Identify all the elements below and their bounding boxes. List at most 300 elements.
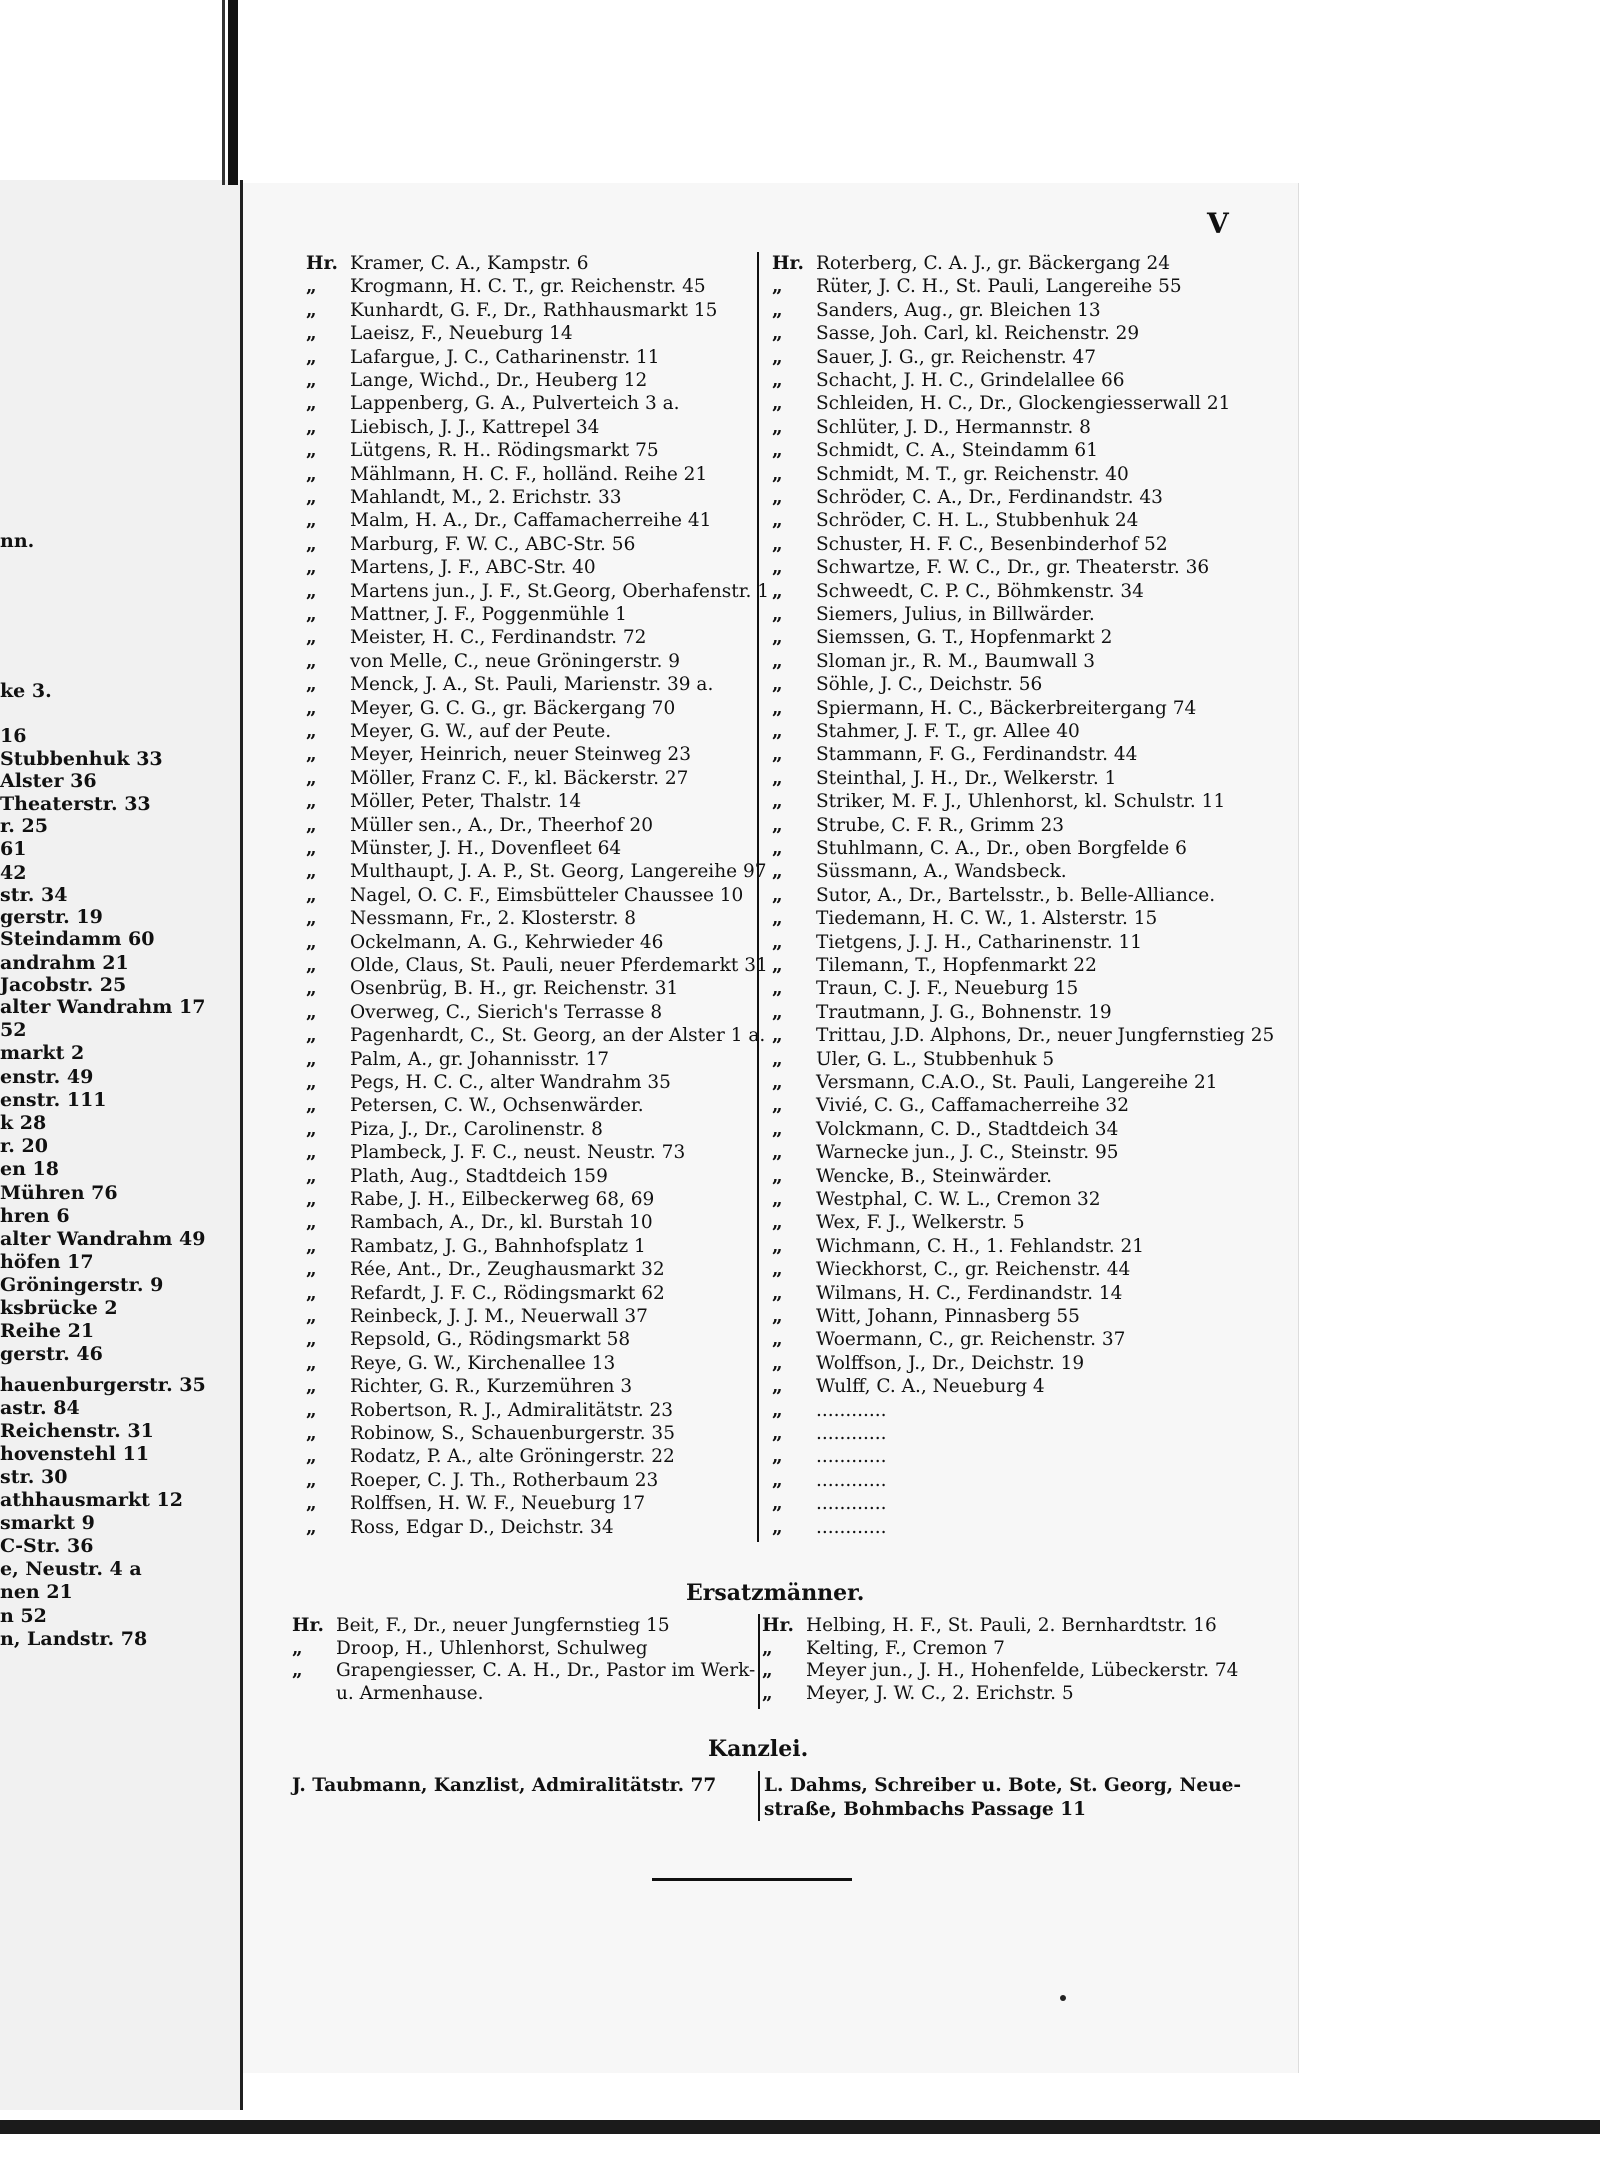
entry-text: Liebisch, J. J., Kattrepel 34 <box>350 416 600 438</box>
entry-text: Schmidt, C. A., Steindamm 61 <box>816 440 1098 462</box>
entry-prefix: „ <box>772 1025 783 1047</box>
left-column-entry <box>306 1282 665 1305</box>
entry-text: Woermann, C., gr. Reichenstr. 37 <box>816 1329 1126 1351</box>
entry-prefix: „ <box>772 604 783 625</box>
entry-prefix: „ <box>772 299 783 321</box>
left-column-entry <box>306 977 678 1000</box>
entry-prefix: „ <box>306 767 317 789</box>
right-column-entry <box>772 1422 887 1445</box>
entry-text: ............ <box>816 1469 887 1491</box>
entry-prefix: „ <box>306 674 317 696</box>
entry-prefix: „ <box>306 1235 317 1257</box>
page-number: V <box>1207 207 1229 240</box>
previous-page-fragment: str. 30 <box>0 1466 68 1488</box>
entry-text: Repsold, G., Rödingsmarkt 58 <box>350 1329 631 1351</box>
entry-prefix: „ <box>772 1446 783 1468</box>
entry-text: Wilmans, H. C., Ferdinandstr. 14 <box>816 1282 1123 1304</box>
entry-text: Meyer jun., J. H., Hohenfelde, Lübeckerstr. 74 <box>806 1660 1239 1681</box>
entry-text: Möller, Franz C. F., kl. Bäckerstr. 27 <box>350 767 689 789</box>
previous-page-fragment: enstr. 111 <box>0 1089 107 1111</box>
left-column-entry <box>306 1235 646 1258</box>
right-column-entry <box>772 1445 887 1468</box>
ersatz-left-entry <box>292 1614 670 1637</box>
entry-text: Kramer, C. A., Kampstr. 6 <box>350 253 589 274</box>
entry-text: Siemssen, G. T., Hopfenmarkt 2 <box>816 627 1113 649</box>
entry-text: Plambeck, J. F. C., neust. Neustr. 73 <box>350 1142 686 1164</box>
entry-text: Rée, Ant., Dr., Zeughausmarkt 32 <box>350 1259 665 1281</box>
entry-prefix: „ <box>772 463 783 485</box>
entry-text: Lange, Wichd., Dr., Heuberg 12 <box>350 370 648 391</box>
kanzlei-heading: Kanzlei. <box>708 1736 809 1762</box>
left-column-entry <box>306 650 680 673</box>
entry-text: Nessmann, Fr., 2. Klosterstr. 8 <box>350 908 636 930</box>
previous-page-fragment: ke 3. <box>0 680 52 702</box>
entry-prefix: „ <box>306 510 317 532</box>
left-column-entry <box>306 463 707 486</box>
previous-page-strip <box>0 180 243 2110</box>
previous-page-fragment: nen 21 <box>0 1581 73 1603</box>
right-column-entry <box>772 1305 1080 1328</box>
entry-prefix: „ <box>306 1025 317 1047</box>
gutter-shadow <box>228 0 238 185</box>
ersatz-left-entry <box>292 1659 755 1682</box>
left-column-entry <box>306 1399 673 1422</box>
entry-prefix: „ <box>772 861 783 883</box>
entry-prefix: „ <box>306 1399 317 1421</box>
entry-prefix: „ <box>306 416 317 438</box>
entry-text: Tilemann, T., Hopfenmarkt 22 <box>816 955 1097 976</box>
right-column-entry <box>772 486 1163 509</box>
entry-prefix: „ <box>306 487 317 508</box>
entry-prefix: „ <box>306 346 317 368</box>
entry-text: Robinow, S., Schauenburgerstr. 35 <box>350 1423 675 1444</box>
entry-text: Stuhlmann, C. A., Dr., oben Borgfelde 6 <box>816 838 1187 859</box>
right-column-entry <box>772 580 1144 603</box>
entry-prefix: „ <box>772 533 783 555</box>
entry-prefix: „ <box>772 1306 783 1327</box>
right-column-entry <box>772 1469 887 1492</box>
left-column-entry <box>306 1188 654 1211</box>
left-column-entry <box>306 252 589 275</box>
previous-page-fragment: andrahm 21 <box>0 952 129 974</box>
previous-page-fragment: Theaterstr. 33 <box>0 793 151 815</box>
entry-text: ............ <box>816 1423 887 1444</box>
left-column-entry <box>306 486 621 509</box>
entry-text: Mählmann, H. C. F., holländ. Reihe 21 <box>350 463 708 485</box>
right-column-entry <box>772 1258 1130 1281</box>
entry-text: Grapengiesser, C. A. H., Dr., Pastor im Werk- <box>336 1660 756 1681</box>
entry-text: Sloman jr., R. M., Baumwall 3 <box>816 650 1095 672</box>
entry-prefix: „ <box>772 1048 783 1070</box>
entry-text: Beit, F., Dr., neuer Jungfernstieg 15 <box>336 1615 670 1636</box>
entry-prefix: „ <box>772 1423 783 1444</box>
entry-text: Steinthal, J. H., Dr., Welkerstr. 1 <box>816 767 1117 789</box>
entry-text: Trittau, J.D. Alphons, Dr., neuer Jungfernstieg 25 <box>816 1025 1275 1047</box>
left-column-entry <box>306 1048 609 1071</box>
entry-text: Kunhardt, G. F., Dr., Rathhausmarkt 15 <box>350 299 718 321</box>
previous-page-fragment: Steindamm 60 <box>0 928 155 950</box>
entry-text: Krogmann, H. C. T., gr. Reichenstr. 45 <box>350 276 706 298</box>
entry-text: Schacht, J. H. C., Grindelallee 66 <box>816 370 1125 391</box>
entry-prefix: „ <box>306 580 317 602</box>
entry-prefix: „ <box>306 955 317 976</box>
entry-text: Petersen, C. W., Ochsenwärder. <box>350 1095 644 1117</box>
left-column-entry <box>306 884 743 907</box>
entry-prefix: „ <box>306 1282 317 1304</box>
right-column-entry <box>772 1516 887 1539</box>
entry-prefix: „ <box>772 1329 783 1351</box>
entry-prefix: „ <box>306 721 317 742</box>
entry-prefix: „ <box>772 1516 783 1538</box>
right-column-entry <box>772 837 1187 860</box>
left-column-entry <box>306 1165 608 1188</box>
entry-text: Droop, H., Uhlenhorst, Schulweg <box>336 1637 648 1659</box>
left-column-entry <box>306 1094 644 1117</box>
entry-prefix: „ <box>772 1142 783 1164</box>
entry-text: ............ <box>816 1399 887 1421</box>
right-column-entry <box>772 299 1101 322</box>
entry-text: Martens jun., J. F., St.Georg, Oberhafenstr. 1 <box>350 580 770 602</box>
left-column-entry <box>306 743 691 766</box>
kanzlei-divider <box>758 1771 760 1821</box>
entry-text: Schuster, H. F. C., Besenbinderhof 52 <box>816 533 1168 555</box>
entry-prefix: „ <box>772 908 783 930</box>
previous-page-fragment: astr. 84 <box>0 1397 80 1419</box>
right-column-entry <box>772 1048 1054 1071</box>
entry-text: Helbing, H. F., St. Pauli, 2. Bernhardtstr. 16 <box>806 1615 1217 1636</box>
right-column-entry <box>772 533 1168 556</box>
left-column-entry <box>306 1141 685 1164</box>
entry-text: Söhle, J. C., Deichstr. 56 <box>816 674 1043 696</box>
entry-prefix: „ <box>772 323 783 345</box>
previous-page-fragment: Mühren 76 <box>0 1182 118 1204</box>
entry-text: Schröder, C. A., Dr., Ferdinandstr. 43 <box>816 487 1163 508</box>
entry-prefix: „ <box>772 767 783 789</box>
entry-text: Ockelmann, A. G., Kehrwieder 46 <box>350 931 664 953</box>
entry-prefix: „ <box>306 1095 317 1117</box>
left-column-entry <box>306 1516 614 1539</box>
entry-text: Menck, J. A., St. Pauli, Marienstr. 39 a. <box>350 674 714 696</box>
previous-page-fragment: r. 20 <box>0 1135 48 1157</box>
previous-page-fragment: Stubbenhuk 33 <box>0 748 163 770</box>
previous-page-fragment: e, Neustr. 4 a <box>0 1558 142 1580</box>
right-column-entry <box>772 463 1129 486</box>
entry-text: Malm, H. A., Dr., Caffamacherreihe 41 <box>350 510 712 532</box>
right-column-entry <box>772 697 1196 720</box>
entry-prefix: „ <box>772 931 783 953</box>
previous-page-fragment: athhausmarkt 12 <box>0 1489 183 1511</box>
left-column-entry <box>306 1071 671 1094</box>
entry-prefix: „ <box>772 674 783 696</box>
entry-prefix: „ <box>772 791 783 813</box>
left-column-entry <box>306 603 627 626</box>
entry-text: Schweedt, C. P. C., Böhmkenstr. 34 <box>816 580 1144 602</box>
entry-text: Rolffsen, H. W. F., Neueburg 17 <box>350 1493 646 1515</box>
entry-prefix: „ <box>306 1306 317 1327</box>
entry-text: Wulff, C. A., Neueburg 4 <box>816 1376 1045 1398</box>
previous-page-fragment: enstr. 49 <box>0 1066 94 1088</box>
right-column-entry <box>772 392 1230 415</box>
right-column-entry <box>772 252 1170 275</box>
entry-text: Meyer, Heinrich, neuer Steinweg 23 <box>350 744 691 766</box>
previous-page-fragment: markt 2 <box>0 1042 85 1064</box>
entry-text: Versmann, C.A.O., St. Pauli, Langereihe 21 <box>816 1072 1218 1093</box>
entry-text: Siemers, Julius, in Billwärder. <box>816 604 1095 625</box>
entry-prefix: „ <box>772 416 783 438</box>
right-column-entry <box>772 1352 1084 1375</box>
left-column-entry <box>306 673 713 696</box>
left-column-entry <box>306 626 646 649</box>
entry-prefix: „ <box>306 1259 317 1281</box>
entry-text: Marburg, F. W. C., ABC-Str. 56 <box>350 533 636 555</box>
entry-prefix: „ <box>772 276 783 298</box>
previous-page-fragment: 52 <box>0 1019 27 1041</box>
entry-text: Sutor, A., Dr., Bartelsstr., b. Belle-Alliance. <box>816 884 1216 906</box>
entry-prefix: „ <box>772 1212 783 1234</box>
left-column-entry <box>306 346 660 369</box>
entry-prefix: „ <box>306 370 317 391</box>
entry-prefix: „ <box>306 299 317 321</box>
entry-text: Witt, Johann, Pinnasberg 55 <box>816 1306 1080 1327</box>
right-column-entry <box>772 275 1182 298</box>
entry-text: Tietgens, J. J. H., Catharinenstr. 11 <box>816 931 1142 953</box>
entry-prefix: „ <box>772 1235 783 1257</box>
entry-prefix: „ <box>772 1072 783 1093</box>
entry-text: Rüter, J. C. H., St. Pauli, Langereihe 55 <box>816 276 1182 298</box>
right-column-entry <box>772 931 1142 954</box>
left-column-entry <box>306 1469 658 1492</box>
entry-prefix: „ <box>772 1001 783 1023</box>
entry-text: Striker, M. F. J., Uhlenhorst, kl. Schulstr. 11 <box>816 791 1226 813</box>
entry-text: Reinbeck, J. J. M., Neuerwall 37 <box>350 1306 648 1327</box>
right-column-entry <box>772 1211 1025 1234</box>
previous-page-fragment: gerstr. 46 <box>0 1343 103 1365</box>
entry-prefix: „ <box>772 1352 783 1374</box>
entry-text: Wichmann, C. H., 1. Fehlandstr. 21 <box>816 1235 1145 1257</box>
right-column-entry <box>772 1071 1218 1094</box>
left-column-entry <box>306 954 768 977</box>
entry-text: Traun, C. J. F., Neueburg 15 <box>816 978 1079 1000</box>
entry-prefix: „ <box>772 487 783 508</box>
entry-prefix: „ <box>762 1660 773 1681</box>
entry-prefix: „ <box>306 627 317 649</box>
entry-text: Wencke, B., Steinwärder. <box>816 1165 1052 1187</box>
right-column-entry <box>772 1094 1129 1117</box>
right-column-entry <box>772 509 1138 532</box>
right-column-entry <box>772 346 1096 369</box>
left-column-entry <box>306 1001 662 1024</box>
entry-text: Schröder, C. H. L., Stubbenhuk 24 <box>816 510 1139 532</box>
previous-page-fragment: hovenstehl 11 <box>0 1443 150 1465</box>
right-column-entry <box>772 1118 1118 1141</box>
entry-text: Laeisz, F., Neueburg 14 <box>350 323 573 345</box>
entry-prefix: „ <box>306 323 317 345</box>
entry-prefix: „ <box>306 1493 317 1515</box>
entry-prefix: „ <box>306 1189 317 1210</box>
entry-text: Meyer, J. W. C., 2. Erichstr. 5 <box>806 1682 1074 1704</box>
right-column-entry <box>772 1024 1274 1047</box>
entry-text: Roeper, C. J. Th., Rotherbaum 23 <box>350 1469 659 1491</box>
right-column-entry <box>772 954 1097 977</box>
right-column-entry <box>772 814 1064 837</box>
entry-text: Stahmer, J. F. T., gr. Allee 40 <box>816 721 1080 742</box>
entry-text: Palm, A., gr. Johannisstr. 17 <box>350 1048 610 1070</box>
entry-text: Richter, G. R., Kurzemühren 3 <box>350 1376 633 1398</box>
entry-prefix: „ <box>772 580 783 602</box>
entry-text: Müller sen., A., Dr., Theerhof 20 <box>350 814 653 836</box>
entry-text: Meister, H. C., Ferdinandstr. 72 <box>350 627 647 649</box>
entry-prefix: „ <box>772 978 783 1000</box>
entry-text: Rabe, J. H., Eilbeckerweg 68, 69 <box>350 1189 655 1210</box>
left-column-entry <box>306 697 675 720</box>
left-column-entry <box>306 533 635 556</box>
left-column-entry <box>306 907 636 930</box>
right-column-entry <box>772 720 1080 743</box>
ink-dot <box>1060 1995 1066 2001</box>
previous-page-fragment: r. 25 <box>0 815 48 837</box>
scan-bottom-border <box>0 2120 1600 2134</box>
entry-prefix: „ <box>306 1048 317 1070</box>
entry-prefix: „ <box>306 1376 317 1398</box>
entry-text: Wieckhorst, C., gr. Reichenstr. 44 <box>816 1259 1131 1281</box>
left-column-entry <box>306 1328 630 1351</box>
right-column-entry <box>772 1188 1101 1211</box>
right-column-entry <box>772 977 1078 1000</box>
entry-text: Martens, J. F., ABC-Str. 40 <box>350 557 596 579</box>
entry-prefix: „ <box>772 510 783 532</box>
entry-prefix: „ <box>306 1423 317 1444</box>
entry-text: Lütgens, R. H.. Rödingsmarkt 75 <box>350 440 659 462</box>
entry-prefix: „ <box>772 1165 783 1187</box>
entry-prefix: „ <box>306 1212 317 1234</box>
entry-prefix: „ <box>306 1118 317 1140</box>
entry-text: Schleiden, H. C., Dr., Glockengiesserwall 21 <box>816 393 1231 415</box>
right-column-entry <box>772 626 1112 649</box>
entry-prefix: „ <box>762 1637 773 1659</box>
entry-text: ............ <box>816 1446 887 1468</box>
previous-page-fragment: 61 <box>0 838 27 860</box>
right-column-entry <box>772 790 1225 813</box>
entry-prefix: „ <box>762 1682 773 1704</box>
previous-page-fragment: nn. <box>0 530 35 552</box>
ersatz-heading: Ersatzmänner. <box>686 1580 865 1606</box>
entry-prefix: „ <box>772 1118 783 1140</box>
previous-page-fragment: alter Wandrahm 49 <box>0 1228 206 1250</box>
entry-text: Uler, G. L., Stubbenhuk 5 <box>816 1048 1055 1070</box>
entry-prefix: „ <box>772 744 783 766</box>
previous-page-fragment: alter Wandrahm 17 <box>0 996 206 1018</box>
entry-text: Sasse, Joh. Carl, kl. Reichenstr. 29 <box>816 323 1140 345</box>
entry-prefix: „ <box>306 276 317 298</box>
entry-text: Schwartze, F. W. C., Dr., gr. Theaterstr. 36 <box>816 557 1210 579</box>
entry-prefix: „ <box>306 557 317 579</box>
previous-page-fragment: k 28 <box>0 1112 47 1134</box>
entry-prefix: Hr. <box>306 253 338 274</box>
entry-prefix: „ <box>772 1189 783 1210</box>
previous-page-fragment: Jacobstr. 25 <box>0 974 127 996</box>
entry-prefix: „ <box>772 557 783 579</box>
entry-text: Trautmann, J. G., Bohnenstr. 19 <box>816 1001 1112 1023</box>
previous-page-fragment: en 18 <box>0 1158 59 1180</box>
left-column-entry <box>306 1492 645 1515</box>
entry-text: Wex, F. J., Welkerstr. 5 <box>816 1212 1025 1234</box>
left-column-entry <box>306 1352 615 1375</box>
entry-prefix: „ <box>772 1095 783 1117</box>
entry-prefix: „ <box>772 697 783 719</box>
right-column-entry <box>772 1141 1119 1164</box>
right-column-entry <box>772 673 1042 696</box>
entry-prefix: „ <box>292 1637 303 1659</box>
entry-text: Mahlandt, M., 2. Erichstr. 33 <box>350 487 622 508</box>
column-divider <box>757 252 759 1542</box>
right-column-entry <box>772 650 1095 673</box>
entry-text: Volckmann, C. D., Stadtdeich 34 <box>816 1118 1119 1140</box>
entry-text: ............ <box>816 1493 887 1515</box>
left-column-entry <box>306 275 706 298</box>
entry-text: Roterberg, C. A. J., gr. Bäckergang 24 <box>816 253 1170 274</box>
right-column-entry <box>772 1399 887 1422</box>
entry-text: Stammann, F. G., Ferdinandstr. 44 <box>816 744 1138 766</box>
entry-prefix: „ <box>292 1660 303 1681</box>
entry-prefix: „ <box>306 744 317 766</box>
entry-text: u. Armenhause. <box>336 1682 484 1704</box>
left-column-entry <box>306 322 573 345</box>
previous-page-fragment: hauenburgerstr. 35 <box>0 1374 206 1396</box>
entry-prefix: „ <box>772 1399 783 1421</box>
previous-page-fragment: hren 6 <box>0 1205 70 1227</box>
entry-prefix: „ <box>772 346 783 368</box>
entry-prefix: „ <box>306 884 317 906</box>
left-column-entry <box>306 790 581 813</box>
entry-prefix: „ <box>306 931 317 953</box>
left-column-entry <box>306 299 717 322</box>
previous-page-fragment: n, Landstr. 78 <box>0 1628 148 1650</box>
entry-prefix: „ <box>306 1001 317 1023</box>
left-column-entry <box>306 1258 665 1281</box>
entry-text: Reye, G. W., Kirchenallee 13 <box>350 1352 616 1374</box>
left-column-entry <box>306 767 688 790</box>
entry-prefix: „ <box>306 1142 317 1164</box>
entry-text: Robertson, R. J., Admiralitätstr. 23 <box>350 1399 674 1421</box>
right-column-entry <box>772 1492 887 1515</box>
entry-prefix: „ <box>306 791 317 813</box>
left-column-entry <box>306 1024 765 1047</box>
entry-prefix: „ <box>772 1259 783 1281</box>
entry-prefix: „ <box>306 1446 317 1468</box>
entry-prefix: „ <box>772 955 783 976</box>
entry-prefix: „ <box>306 908 317 930</box>
left-column-entry <box>306 1305 648 1328</box>
ersatz-right-entry <box>762 1682 1074 1705</box>
entry-prefix: „ <box>772 838 783 859</box>
previous-page-fragment: Reichenstr. 31 <box>0 1420 154 1442</box>
entry-text: Overweg, C., Sierich's Terrasse 8 <box>350 1001 663 1023</box>
end-rule <box>652 1878 852 1881</box>
entry-text: ............ <box>816 1516 887 1538</box>
right-column-entry <box>772 439 1098 462</box>
right-column-entry <box>772 322 1139 345</box>
entry-prefix: „ <box>306 814 317 836</box>
ersatz-right-entry <box>762 1637 1005 1660</box>
left-column-entry <box>306 509 711 532</box>
left-column-entry <box>306 814 653 837</box>
entry-text: von Melle, C., neue Gröningerstr. 9 <box>350 650 680 672</box>
right-column-entry <box>772 767 1116 790</box>
ersatz-right-entry <box>762 1614 1217 1637</box>
ersatz-left-entry <box>292 1637 648 1660</box>
entry-prefix: „ <box>772 814 783 836</box>
entry-text: Rambatz, J. G., Bahnhofsplatz 1 <box>350 1235 646 1257</box>
